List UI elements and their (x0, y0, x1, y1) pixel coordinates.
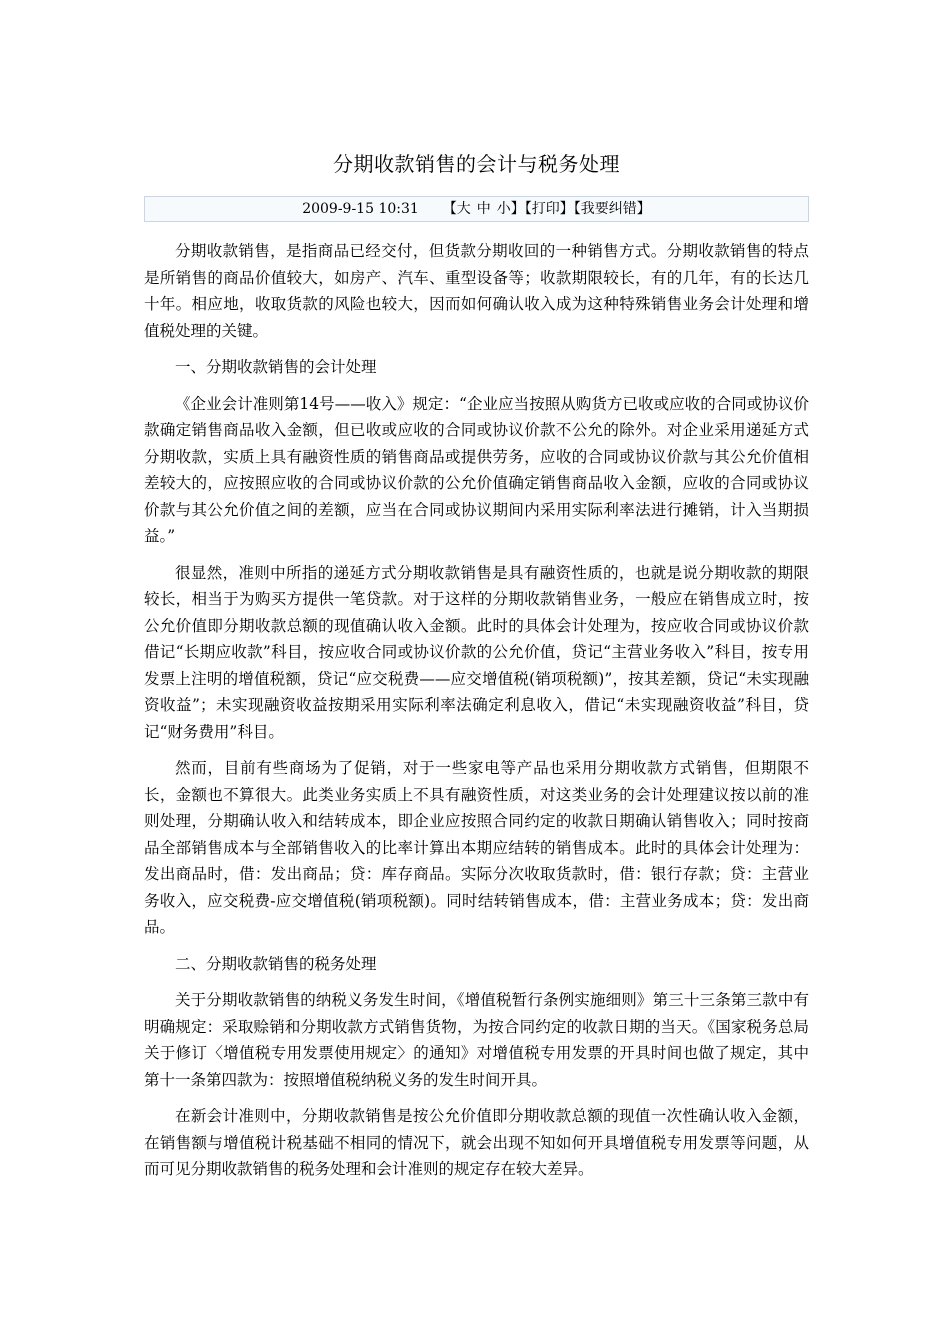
section-heading-tax: 二、分期收款销售的税务处理 (175, 954, 377, 973)
paragraph-standard-quote: 《企业会计准则第14号——收入》规定：“企业应当按照从购货方已收或应收的合同或协议价款确定销售商品收入金额，但已收或应收的合同或协议价款不公允的除外。对企业采用递延方式分期收款，实质上具有融资性质的销售商品或提供劳务，应收的合同或协议价款与其公允价值相差较大的，应按照应收的合同或协议价款的公允价值确定销售商品收入金额，应收的合同或协议价款与其公允价值之间的差额，应当在合同或协议期间内采用实际利率法进行摊销，计入当期损益。” (144, 394, 809, 545)
section-heading-accounting: 一、分期收款销售的会计处理 (175, 358, 377, 376)
print-link[interactable]: 【打印】 (524, 201, 574, 217)
font-size-large-link[interactable]: 大 (456, 201, 471, 217)
font-size-medium-link[interactable]: 中 (476, 201, 491, 217)
font-size-small-link[interactable]: 小 (496, 201, 511, 217)
publish-date: 2009-9-15 10:31 (302, 201, 419, 217)
paragraph-difference: 在新会计准则中，分期收款销售是按公允价值即分期收款总额的现值一次性确认收入金额，在销售额与增值税计税基础不相同的情况下，就会出现不知如何开具增值税专用发票等问题，从而可见分期收款销售的税务处理和会计准则的规定存在较大差异。 (144, 1107, 809, 1178)
paragraph-financing-treatment: 很显然，准则中所指的递延方式分期收款销售是具有融资性质的，也就是说分期收款的期限较长，相当于为购买方提供一笔贷款。对于这样的分期收款销售业务，一般应在销售成立时，按公允价值即分期收款总额的现值确认收入金额。此时的具体会计处理为，按应收合同或协议价款借记“长期应收款”科目，按应收合同或协议价款的公允价值，贷记“主营业务收入”科目，按专用发票上注明的增值税额，贷记“应交税费——应交增值税(销项税额)”，按其差额，贷记“未实现融资收益”；未实现融资收益按期采用实际利率法确定利息收入，借记“未实现融资收益”科目，贷记“财务费用”科目。 (144, 563, 809, 741)
paragraph-short-term-treatment: 然而，目前有些商场为了促销，对于一些家电等产品也采用分期收款方式销售，但期限不长，金额也不算很大。此类业务实质上不具有融资性质，对这类业务的会计处理建议按以前的准则处理，分期确认收入和结转成本，即企业应按照合同约定的收款日期确认销售收入；同时按商品全部销售成本与全部销售收入的比率计算出本期应结转的销售成本。此时的具体会计处理为：发出商品时，借：发出商品；贷：库存商品。实际分次收取货款时，借：银行存款；贷：主营业务收入，应交税费-应交增值税(销项税额)。同时结转销售成本，借：主营业务成本；贷：发出商品。 (144, 759, 809, 936)
paragraph-tax-timing: 关于分期收款销售的纳税义务发生时间，《增值税暂行条例实施细则》第三十三条第三款中有明确规定：采取赊销和分期收款方式销售货物，为按合同约定的收款日期的当天。《国家税务总局关于修订〈增值税专用发票使用规定〉的通知》对增值税专用发票的开具时间也做了规定，其中第十一条第四款为：按照增值税纳税义务的发生时间开具。 (144, 991, 809, 1089)
paragraph-intro: 分期收款销售，是指商品已经交付，但货款分期收回的一种销售方式。分期收款销售的特点是所销售的商品价值较大，如房产、汽车、重型设备等；收款期限较长，有的几年，有的长达几十年。相应地，收取货款的风险也较大，因而如何确认收入成为这种特殊销售业务会计处理和增值税处理的关键。 (144, 242, 809, 340)
article-body (144, 238, 809, 1193)
report-error-link[interactable]: 【我要纠错】 (573, 201, 651, 217)
font-size-open-bracket: 【 (442, 201, 457, 217)
article-title: 分期收款销售的会计与税务处理 (333, 152, 620, 176)
article-meta-bar (144, 196, 809, 222)
font-size-close-bracket: 】 (510, 201, 525, 217)
